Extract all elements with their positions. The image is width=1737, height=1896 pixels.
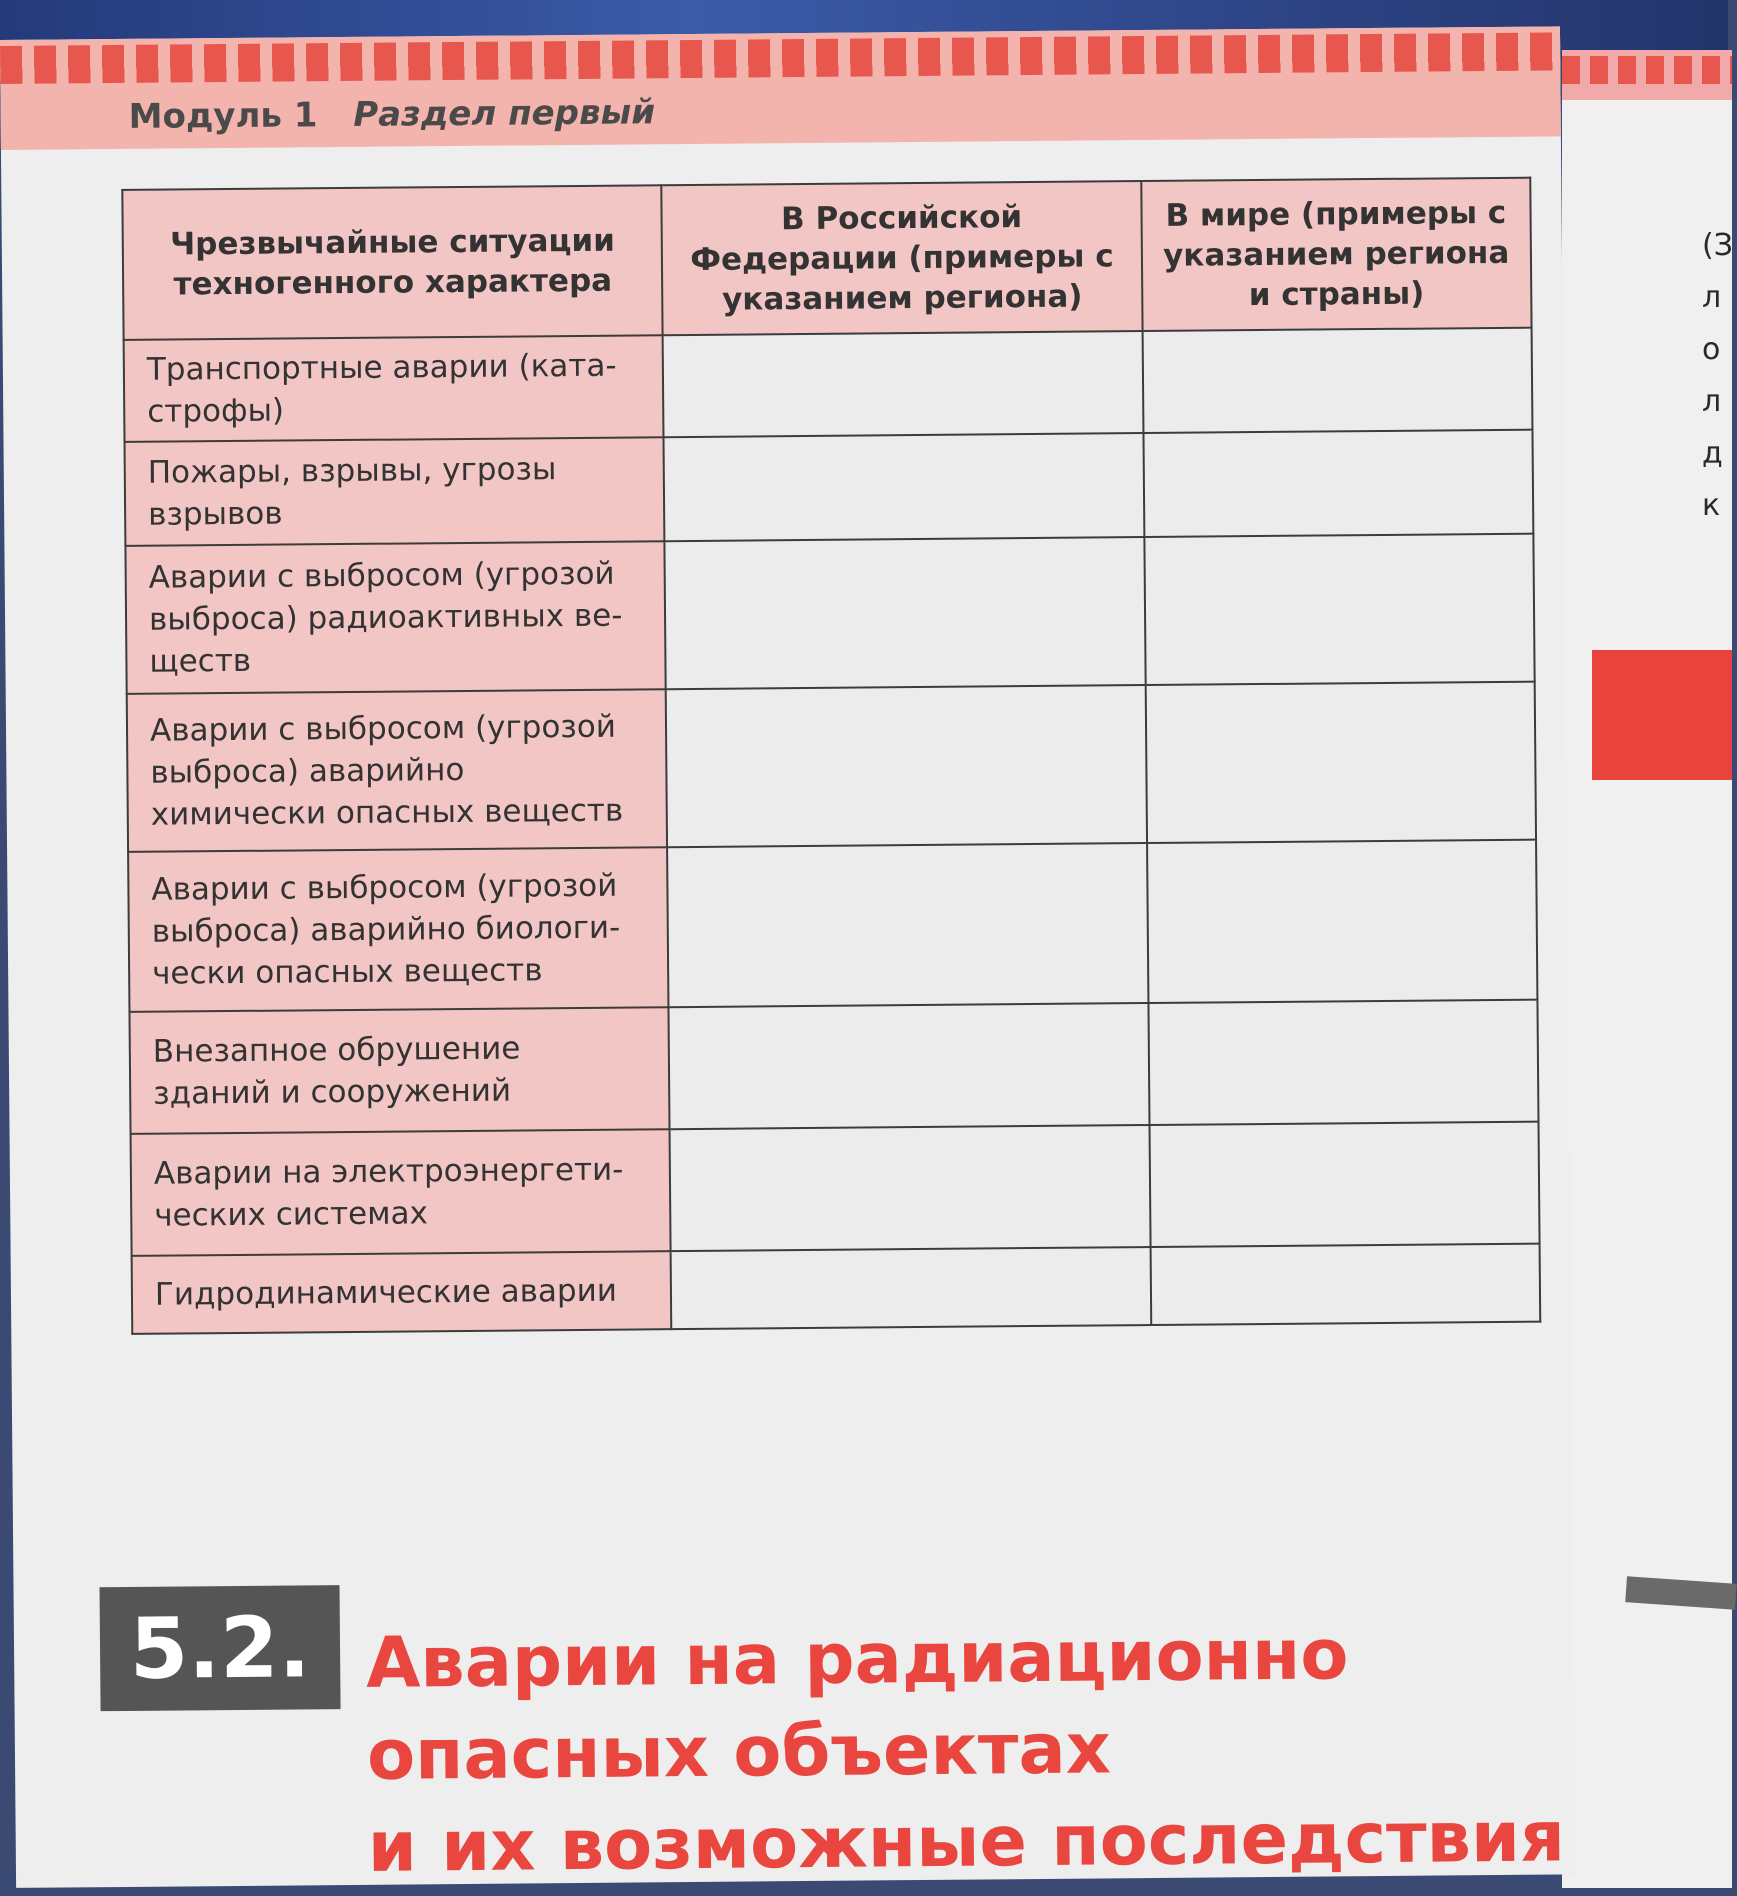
answer-cell-russia[interactable] [664,433,1144,541]
section-label: Раздел первый [353,92,656,135]
table-row [125,430,1534,546]
right-page [1562,50,1732,1888]
column-header-type: Чрезвычайные ситуации техногенного характера [122,185,663,340]
right-page-header-band [1562,50,1732,100]
answer-cell-russia[interactable] [671,1247,1151,1329]
right-page-header-stripes [1562,56,1732,84]
answer-cell-russia[interactable] [670,1125,1150,1251]
answer-cell-world[interactable] [1143,430,1533,537]
row-label: Гидродинамические аварии [132,1251,672,1334]
answer-cell-world[interactable] [1148,1000,1538,1125]
right-page-letter: к [1702,488,1721,523]
column-header-russia: В Российской Федерации (примеры с указанием региона) [662,181,1142,335]
answer-cell-world[interactable] [1147,840,1538,1003]
answer-cell-world[interactable] [1145,682,1536,843]
textbook-page [0,26,1576,1888]
row-label: Аварии с выбросом (угрозой выброса) радиоактивных ве-ществ [125,541,666,694]
right-page-letter: о [1702,332,1721,367]
row-label: Пожары, взрывы, угрозы взрывов [125,437,665,546]
right-page-text [1702,220,1733,532]
column-header-world: В мире (примеры с указанием региона и страны) [1141,178,1532,331]
answer-cell-world[interactable] [1150,1244,1540,1325]
answer-cell-russia[interactable] [665,537,1145,689]
answer-cell-russia[interactable] [666,685,1147,847]
table-row [132,1244,1541,1334]
answer-cell-russia[interactable] [663,331,1143,437]
table-row [128,840,1537,1012]
row-label: Аварии на электроэнергети-ческих системах [131,1129,671,1256]
table-header-row [122,178,1531,340]
answer-cell-world[interactable] [1149,1122,1539,1247]
answer-cell-russia[interactable] [668,843,1149,1007]
page-header-band [0,26,1561,150]
row-label: Аварии с выбросом (угрозой выброса) аварийно биологи-чески опасных веществ [128,847,669,1012]
table-row [125,534,1534,694]
right-page-letter: д [1702,436,1723,471]
right-page-letter: л [1702,384,1722,419]
table-row [129,1000,1538,1134]
row-label: Аварии с выбросом (угрозой выброса) аварийно химически опасных веществ [127,689,668,852]
answer-cell-world[interactable] [1144,534,1535,685]
section-title-line: опасных объектах [366,1707,1112,1796]
answer-cell-world[interactable] [1142,328,1532,433]
row-label: Транспортные аварии (ката-строфы) [124,335,664,442]
row-label: Внезапное обрушение зданий и сооружений [129,1007,669,1134]
right-page-red-block [1592,650,1732,780]
right-page-letter: л [1702,280,1722,315]
section-title-line: Аварии на радиационно [365,1613,1349,1704]
table-row [131,1122,1540,1256]
page-header-title [129,92,656,137]
table-row [127,682,1536,852]
module-label: Модуль 1 [128,95,318,137]
section-title-line: и их возможные последствия [367,1795,1566,1888]
section-number-badge: 5.2. [100,1585,341,1711]
right-page-grey-bar [1625,1576,1737,1610]
answer-cell-russia[interactable] [669,1003,1149,1129]
right-page-letter: (З [1702,228,1733,263]
section-title [366,1606,1565,1892]
table-row [124,328,1533,442]
emergency-table [121,177,1541,1335]
page-header-stripes [0,32,1560,84]
